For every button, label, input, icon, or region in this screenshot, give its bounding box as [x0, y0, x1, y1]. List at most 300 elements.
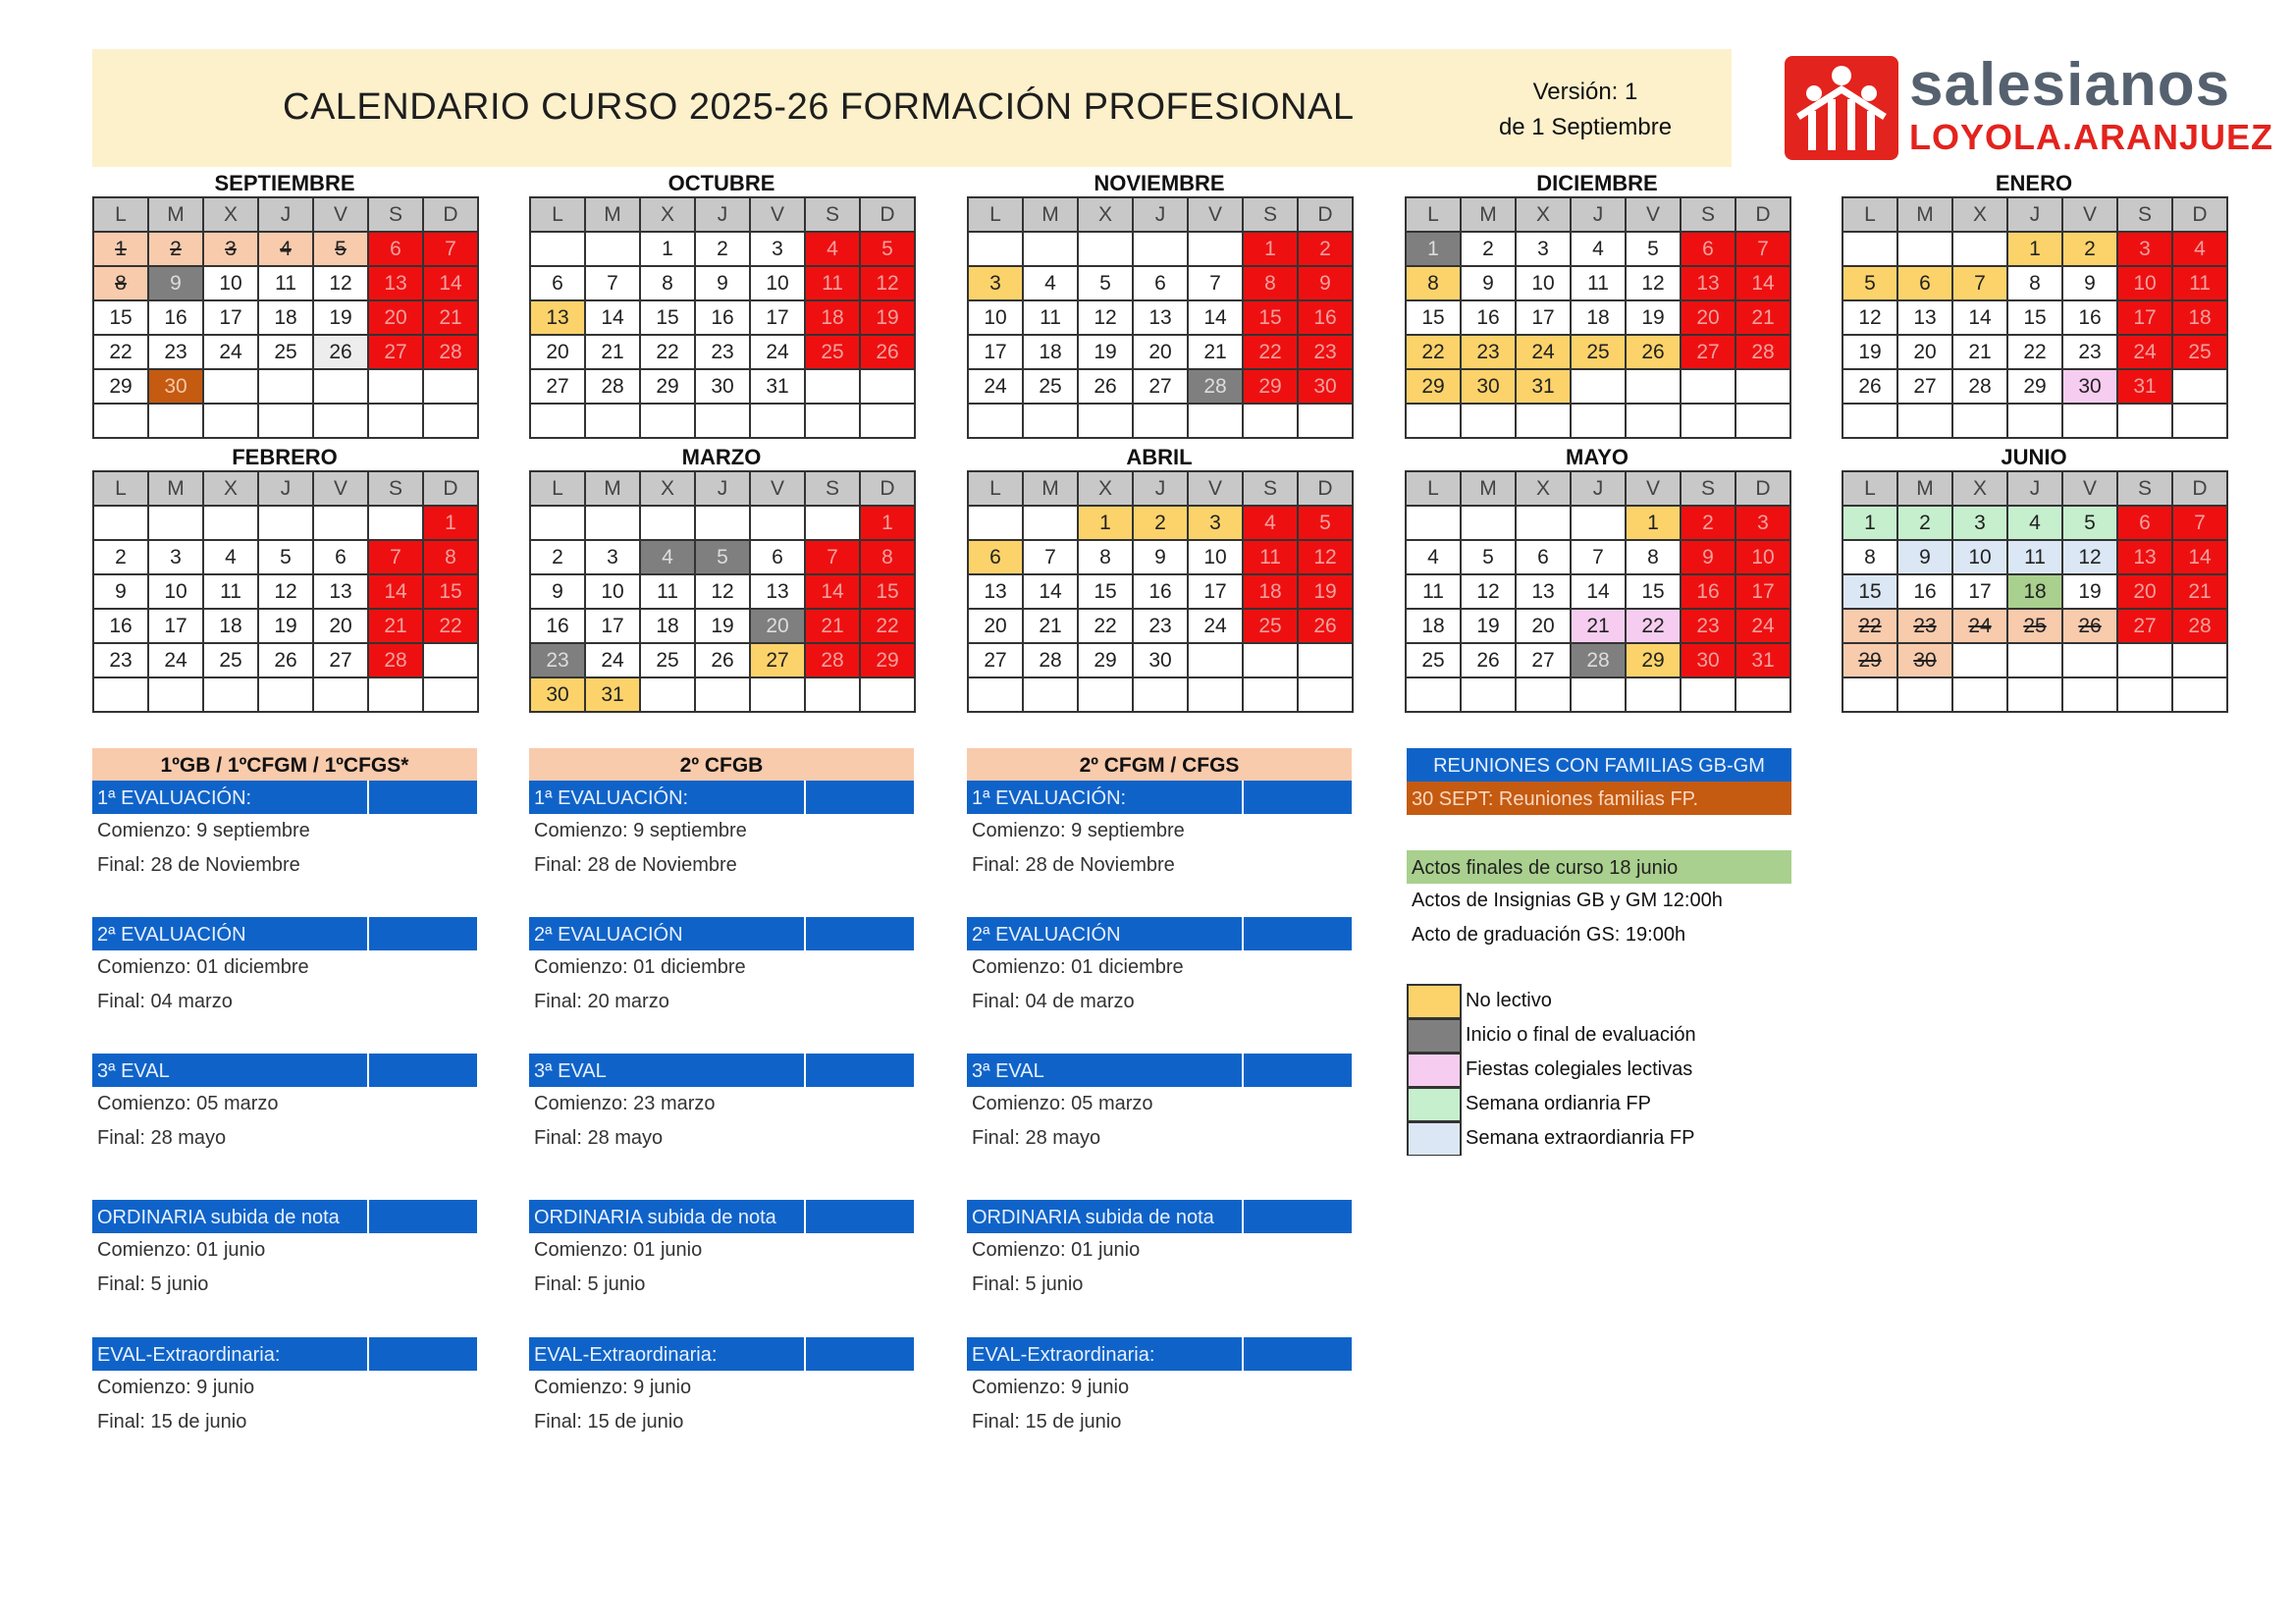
legend-label: Inicio o final de evaluación [1466, 1024, 1696, 1046]
day-cell: 13 [2118, 541, 2173, 575]
empty-cell [751, 405, 806, 439]
empty-cell [204, 370, 259, 405]
day-cell: 13 [314, 575, 369, 610]
weekday-header: L [969, 472, 1024, 507]
day-cell: 10 [1953, 541, 2008, 575]
day-cell: 16 [531, 610, 586, 644]
empty-cell [424, 644, 479, 678]
day-cell: 19 [1843, 336, 1898, 370]
day-cell: 17 [204, 301, 259, 336]
day-cell: 28 [1953, 370, 2008, 405]
day-cell: 9 [696, 267, 751, 301]
empty-cell [751, 678, 806, 713]
period-title: ORDINARIA subida de nota [529, 1200, 914, 1233]
day-cell: 22 [861, 610, 916, 644]
evaluation-period [92, 781, 477, 883]
bar-divider [367, 1054, 369, 1087]
weekday-header: X [204, 198, 259, 233]
empty-cell [94, 405, 149, 439]
empty-cell [806, 370, 861, 405]
day-cell: 7 [586, 267, 641, 301]
day-cell: 26 [1462, 644, 1517, 678]
month-name: MAYO [1566, 445, 1629, 469]
day-cell: 26 [1843, 370, 1898, 405]
day-cell: 10 [1517, 267, 1572, 301]
weekday-header: M [1898, 198, 1953, 233]
day-cell: 30 [1299, 370, 1354, 405]
legend-swatch [1407, 984, 1462, 1018]
day-cell: 23 [1299, 336, 1354, 370]
day-cell: 5 [1299, 507, 1354, 541]
day-cell: 29 [2008, 370, 2063, 405]
empty-cell [1953, 405, 2008, 439]
day-cell: 3 [149, 541, 204, 575]
day-cell: 16 [94, 610, 149, 644]
day-cell: 1 [641, 233, 696, 267]
day-cell: 22 [641, 336, 696, 370]
day-cell: 15 [94, 301, 149, 336]
day-cell: 18 [2008, 575, 2063, 610]
empty-cell [2173, 370, 2228, 405]
weekday-header: J [696, 472, 751, 507]
weekday-header: D [861, 198, 916, 233]
empty-cell [1462, 678, 1517, 713]
day-cell: 9 [94, 575, 149, 610]
empty-cell [1843, 233, 1898, 267]
day-cell: 10 [204, 267, 259, 301]
empty-cell [1682, 678, 1736, 713]
weekday-header: S [1682, 472, 1736, 507]
logo-wordmark: salesianos [1909, 51, 2231, 119]
day-cell: 1 [94, 233, 149, 267]
empty-cell [259, 405, 314, 439]
empty-cell [1682, 405, 1736, 439]
weekday-header: L [94, 198, 149, 233]
empty-cell [94, 507, 149, 541]
day-cell: 11 [1572, 267, 1627, 301]
day-cell: 2 [1134, 507, 1189, 541]
month-name: FEBRERO [232, 445, 338, 469]
empty-cell [2063, 405, 2118, 439]
day-cell: 8 [1079, 541, 1134, 575]
weekday-header: D [2173, 198, 2228, 233]
day-cell: 2 [149, 233, 204, 267]
day-cell: 28 [586, 370, 641, 405]
day-cell: 24 [586, 644, 641, 678]
weekday-header: D [424, 472, 479, 507]
empty-cell [2008, 644, 2063, 678]
day-cell: 5 [1843, 267, 1898, 301]
day-cell: 16 [2063, 301, 2118, 336]
day-cell: 11 [259, 267, 314, 301]
legend-label: No lectivo [1466, 990, 1552, 1011]
day-cell: 21 [1189, 336, 1244, 370]
day-cell: 14 [2173, 541, 2228, 575]
day-cell: 21 [586, 336, 641, 370]
day-cell: 27 [1134, 370, 1189, 405]
day-cell: 11 [806, 267, 861, 301]
empty-cell [1517, 507, 1572, 541]
day-cell: 9 [1898, 541, 1953, 575]
period-start: Comienzo: 9 septiembre [972, 820, 1185, 841]
day-cell: 17 [2118, 301, 2173, 336]
day-cell: 15 [641, 301, 696, 336]
day-cell: 25 [1244, 610, 1299, 644]
legend-label: Semana extraordianria FP [1466, 1127, 1695, 1149]
empty-cell [1024, 405, 1079, 439]
period-title: EVAL-Extraordinaria: [529, 1337, 914, 1371]
empty-cell [2008, 405, 2063, 439]
empty-cell [586, 405, 641, 439]
day-cell: 8 [2008, 267, 2063, 301]
day-cell: 25 [641, 644, 696, 678]
empty-cell [149, 405, 204, 439]
day-cell: 23 [2063, 336, 2118, 370]
page-title: CALENDARIO CURSO 2025-26 FORMACIÓN PROFESIONAL [283, 86, 1355, 128]
day-cell: 26 [696, 644, 751, 678]
evaluation-period [529, 1054, 914, 1156]
evaluation-period [92, 1200, 477, 1302]
weekday-header: X [204, 472, 259, 507]
evaluation-period [967, 781, 1352, 883]
empty-cell [1898, 678, 1953, 713]
empty-cell [204, 678, 259, 713]
weekday-header: J [1572, 472, 1627, 507]
day-cell: 27 [969, 644, 1024, 678]
day-cell: 4 [1572, 233, 1627, 267]
day-cell: 16 [1462, 301, 1517, 336]
empty-cell [2063, 644, 2118, 678]
day-cell: 23 [149, 336, 204, 370]
empty-cell [696, 405, 751, 439]
weekday-header: D [1736, 472, 1791, 507]
empty-cell [1299, 644, 1354, 678]
day-cell: 19 [1299, 575, 1354, 610]
weekday-header: S [1682, 198, 1736, 233]
families-item: 30 SEPT: Reuniones familias FP. [1407, 782, 1791, 815]
evaluation-period [529, 781, 914, 883]
empty-cell [1572, 507, 1627, 541]
day-cell: 25 [1024, 370, 1079, 405]
empty-cell [751, 507, 806, 541]
day-cell: 3 [1736, 507, 1791, 541]
day-cell: 27 [1682, 336, 1736, 370]
day-cell: 3 [1517, 233, 1572, 267]
day-cell: 7 [1024, 541, 1079, 575]
day-cell: 30 [1682, 644, 1736, 678]
day-cell: 18 [1407, 610, 1462, 644]
day-cell: 4 [1407, 541, 1462, 575]
empty-cell [1079, 233, 1134, 267]
day-cell: 23 [531, 644, 586, 678]
actos-panel [1407, 850, 1791, 952]
period-title: 2ª EVALUACIÓN [92, 917, 477, 950]
day-cell: 10 [1189, 541, 1244, 575]
day-cell: 9 [1299, 267, 1354, 301]
day-cell: 27 [1517, 644, 1572, 678]
group-1gb-1cfgm-1cfgs [92, 748, 477, 1433]
empty-cell [1299, 678, 1354, 713]
day-cell: 1 [861, 507, 916, 541]
day-cell: 4 [1244, 507, 1299, 541]
day-cell: 30 [2063, 370, 2118, 405]
bar-divider [804, 1200, 806, 1233]
empty-cell [1244, 678, 1299, 713]
day-cell: 13 [531, 301, 586, 336]
day-cell: 27 [751, 644, 806, 678]
evaluation-period [967, 1054, 1352, 1156]
weekday-header: M [1462, 472, 1517, 507]
group-2cfgm-cfgs [967, 748, 1352, 1433]
month-name: ENERO [1995, 171, 2073, 195]
weekday-header: V [2063, 472, 2118, 507]
empty-cell [369, 507, 424, 541]
evaluation-period [967, 917, 1352, 1019]
day-cell: 7 [806, 541, 861, 575]
period-title: ORDINARIA subida de nota [92, 1200, 477, 1233]
day-cell: 11 [641, 575, 696, 610]
day-cell: 27 [1898, 370, 1953, 405]
day-cell: 22 [1244, 336, 1299, 370]
empty-cell [1134, 678, 1189, 713]
day-cell: 6 [1517, 541, 1572, 575]
day-cell: 19 [861, 301, 916, 336]
day-cell: 25 [1407, 644, 1462, 678]
weekday-header: M [1898, 472, 1953, 507]
day-cell: 30 [1134, 644, 1189, 678]
empty-cell [1462, 507, 1517, 541]
empty-cell [314, 405, 369, 439]
empty-cell [1299, 405, 1354, 439]
period-title: 3ª EVAL [92, 1054, 477, 1087]
day-cell: 22 [1627, 610, 1682, 644]
period-start: Comienzo: 9 junio [972, 1377, 1130, 1398]
day-cell: 19 [696, 610, 751, 644]
empty-cell [2118, 678, 2173, 713]
version-label: Versión: 1 [1532, 79, 1638, 105]
legend [1407, 984, 1791, 1156]
period-end: Final: 15 de junio [972, 1411, 1122, 1433]
empty-cell [1627, 370, 1682, 405]
day-cell: 6 [1898, 267, 1953, 301]
day-cell: 12 [259, 575, 314, 610]
day-cell: 11 [1024, 301, 1079, 336]
month-grid [1842, 196, 2228, 439]
period-end: Final: 5 junio [534, 1273, 646, 1295]
day-cell: 19 [314, 301, 369, 336]
day-cell: 22 [1843, 610, 1898, 644]
day-cell: 15 [1244, 301, 1299, 336]
day-cell: 17 [1517, 301, 1572, 336]
day-cell: 3 [1189, 507, 1244, 541]
day-cell: 28 [424, 336, 479, 370]
day-cell: 5 [2063, 507, 2118, 541]
day-cell: 18 [1572, 301, 1627, 336]
weekday-header: V [1189, 472, 1244, 507]
day-cell: 25 [2173, 336, 2228, 370]
day-cell: 26 [1627, 336, 1682, 370]
day-cell: 12 [1627, 267, 1682, 301]
empty-cell [1736, 370, 1791, 405]
day-cell: 5 [861, 233, 916, 267]
day-cell: 28 [806, 644, 861, 678]
day-cell: 23 [1898, 610, 1953, 644]
day-cell: 11 [2008, 541, 2063, 575]
month-name: DICIEMBRE [1536, 171, 1658, 195]
month-calendar [529, 441, 914, 713]
weekday-header: L [969, 198, 1024, 233]
day-cell: 24 [149, 644, 204, 678]
day-cell: 21 [2173, 575, 2228, 610]
logo-subtitle: LOYOLA.ARANJUEZ [1909, 117, 2274, 157]
day-cell: 4 [2008, 507, 2063, 541]
day-cell: 16 [149, 301, 204, 336]
legend-swatch [1407, 1087, 1462, 1121]
day-cell: 6 [1134, 267, 1189, 301]
day-cell: 19 [1079, 336, 1134, 370]
day-cell: 28 [1736, 336, 1791, 370]
day-cell: 16 [1898, 575, 1953, 610]
day-cell: 14 [806, 575, 861, 610]
empty-cell [259, 507, 314, 541]
day-cell: 2 [1462, 233, 1517, 267]
empty-cell [1244, 405, 1299, 439]
period-start: Comienzo: 01 junio [97, 1239, 266, 1261]
empty-cell [2008, 678, 2063, 713]
day-cell: 14 [424, 267, 479, 301]
empty-cell [696, 507, 751, 541]
month-grid [529, 196, 916, 439]
day-cell: 5 [1462, 541, 1517, 575]
empty-cell [586, 233, 641, 267]
weekday-header: J [1134, 198, 1189, 233]
day-cell: 12 [2063, 541, 2118, 575]
weekday-header: V [751, 472, 806, 507]
empty-cell [861, 678, 916, 713]
evaluation-period [529, 917, 914, 1019]
day-cell: 29 [1244, 370, 1299, 405]
empty-cell [2173, 678, 2228, 713]
month-calendar [92, 441, 477, 713]
weekday-header: X [1079, 472, 1134, 507]
period-start: Comienzo: 9 junio [534, 1377, 692, 1398]
weekday-header: J [2008, 472, 2063, 507]
period-title: 1ª EVALUACIÓN: [967, 781, 1352, 814]
empty-cell [2118, 644, 2173, 678]
weekday-header: J [696, 198, 751, 233]
group-header: 2º CFGM / CFGS [967, 748, 1352, 781]
day-cell: 6 [751, 541, 806, 575]
day-cell: 22 [1079, 610, 1134, 644]
day-cell: 1 [1079, 507, 1134, 541]
month-grid [1405, 470, 1791, 713]
day-cell: 7 [1189, 267, 1244, 301]
day-cell: 8 [1407, 267, 1462, 301]
empty-cell [424, 405, 479, 439]
period-start: Comienzo: 05 marzo [972, 1093, 1153, 1114]
day-cell: 23 [94, 644, 149, 678]
period-start: Comienzo: 23 marzo [534, 1093, 716, 1114]
weekday-header: L [94, 472, 149, 507]
empty-cell [2173, 405, 2228, 439]
weekday-header: V [1627, 198, 1682, 233]
weekday-header: S [369, 472, 424, 507]
day-cell: 20 [751, 610, 806, 644]
day-cell: 31 [2118, 370, 2173, 405]
day-cell: 15 [1079, 575, 1134, 610]
day-cell: 8 [641, 267, 696, 301]
day-cell: 2 [531, 541, 586, 575]
day-cell: 19 [1627, 301, 1682, 336]
day-cell: 6 [969, 541, 1024, 575]
day-cell: 30 [1462, 370, 1517, 405]
day-cell: 11 [1407, 575, 1462, 610]
day-cell: 14 [1736, 267, 1791, 301]
day-cell: 3 [2118, 233, 2173, 267]
day-cell: 13 [751, 575, 806, 610]
day-cell: 17 [969, 336, 1024, 370]
day-cell: 2 [2063, 233, 2118, 267]
month-calendar [529, 167, 914, 439]
empty-cell [149, 678, 204, 713]
empty-cell [586, 507, 641, 541]
day-cell: 16 [1299, 301, 1354, 336]
bar-divider [804, 1054, 806, 1087]
day-cell: 7 [424, 233, 479, 267]
day-cell: 25 [259, 336, 314, 370]
day-cell: 11 [2173, 267, 2228, 301]
day-cell: 31 [586, 678, 641, 713]
day-cell: 7 [1572, 541, 1627, 575]
day-cell: 4 [204, 541, 259, 575]
day-cell: 22 [1407, 336, 1462, 370]
period-title: 3ª EVAL [529, 1054, 914, 1087]
day-cell: 20 [1682, 301, 1736, 336]
weekday-header: X [1953, 472, 2008, 507]
evaluation-period [92, 1337, 477, 1439]
day-cell: 2 [1682, 507, 1736, 541]
empty-cell [969, 678, 1024, 713]
month-grid [967, 470, 1354, 713]
day-cell: 24 [969, 370, 1024, 405]
day-cell: 18 [204, 610, 259, 644]
empty-cell [2118, 405, 2173, 439]
day-cell: 10 [969, 301, 1024, 336]
weekday-header: M [1024, 472, 1079, 507]
day-cell: 22 [424, 610, 479, 644]
day-cell: 20 [1898, 336, 1953, 370]
month-grid [92, 470, 479, 713]
day-cell: 5 [696, 541, 751, 575]
weekday-header: L [531, 472, 586, 507]
weekday-header: L [1407, 472, 1462, 507]
bar-divider [367, 781, 369, 814]
empty-cell [314, 370, 369, 405]
weekday-header: X [1079, 198, 1134, 233]
day-cell: 24 [1517, 336, 1572, 370]
bar-divider [1242, 1200, 1244, 1233]
empty-cell [1244, 644, 1299, 678]
empty-cell [1627, 405, 1682, 439]
school-logo [1785, 51, 2274, 160]
day-cell: 5 [314, 233, 369, 267]
bar-divider [1242, 1054, 1244, 1087]
day-cell: 3 [751, 233, 806, 267]
empty-cell [1407, 405, 1462, 439]
bar-divider [804, 781, 806, 814]
version-info [1482, 75, 1688, 145]
day-cell: 12 [1079, 301, 1134, 336]
